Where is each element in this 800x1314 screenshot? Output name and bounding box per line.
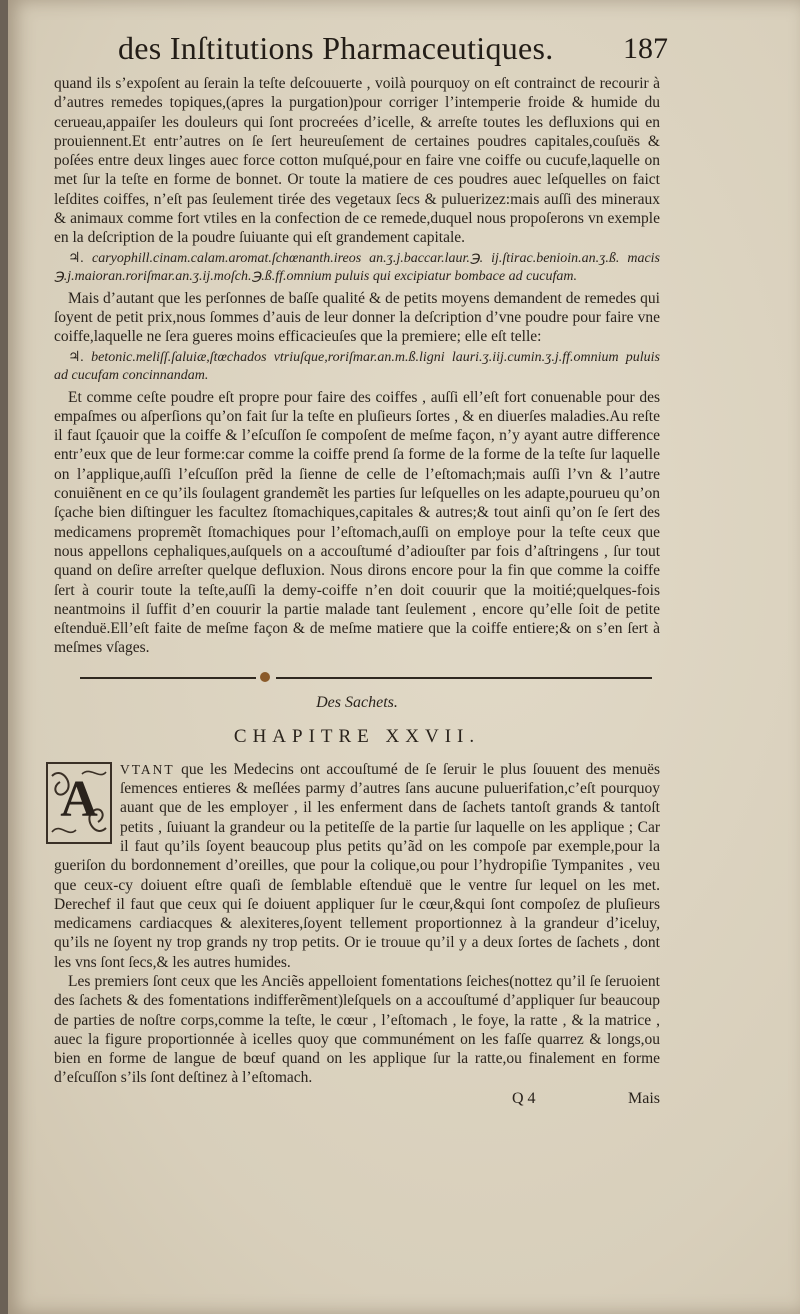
chapter-opening-word: VTANT [120, 761, 175, 777]
chapter-heading: CHAPITRE XXVII. [233, 725, 481, 747]
divider-rule-right [276, 677, 652, 679]
paragraph-2: Mais d’autant que les perſonnes de baſſe qualité & de petits moyens demandent de remedes qui ſoyent de petit prix,nous ſommes d’auis de leur donner la deſcription d’vne poudre pour faire vne coiffe,laquelle ne ſera gueres moins efficacieuſes que la premiere; elle eſt telle: [54, 289, 660, 346]
recipe-2: ♃. betonic.meliſſ.ſaluiæ,ſtœchados vtriuſque,roriſmar.an.m.ß.ligni lauri.ʒ.iij.cumin.ʒ.j.ff.omnium puluis ad cucufam concinnandam. [54, 349, 660, 384]
page-footer [54, 1090, 660, 1114]
paragraph-3: Et comme ceſte poudre eſt propre pour faire des coiffes , auſſi ell’eſt fort conuenable pour des empaſmes ou aſperſions qu’on fait ſur la teſte en pluſieurs ſortes , & en diuerſes maladies.Au reſte il faut ſçauoir que la coiffe & l’eſcuſſon ſe compoſent de meſme façon, n’y ayant autre difference entr’eux que de leur forme:car comme la coiffe prend ſa forme de la forme de la teſte ſur laquelle on l’applique,auſſi l’eſcuſſon prẽd la ſienne de celle de l’eſtomach;mais auſſi l’vn & l’autre conuiẽnent en ce qu’ils ſoulagent grandemẽt les parties ſur leſquelles on les adapte,pourueu qu’on ſçache bien diſtinguer les facultez ſtomachiques,capitales & autres;& tout ainſi qu’on ſe ſert des medicamens propremẽt ſtomachiques pour l’eſtomach,auſſi on employe pour la teſte ceux que nous appellons cephaliques,auſquels on a accouſtumé d’adiouſter par fois d’aſtringens , ſur tout quand on deſire arreſter quelque defluxion. Nous dirons encore pour la fin que comme la coiffe ſert à courir toute la teſte,auſſi la demy-coiffe n’en doit couurir que la moitié;quelques-fois neantmoins il ſuffit d’en couurir la partie malade tant ſeulement , encore qu’elle ſoit de petite eſtenduë.Ell’eſt faite de meſme façon & de meſme matiere que la coiffe entiere;& on s’en ſert à meſmes vſages. [54, 388, 660, 657]
dropcap-initial [46, 762, 112, 844]
chapter-paragraph-1 [54, 760, 660, 972]
recipe-1: ♃. caryophill.cinam.calam.aromat.ſchœnanth.ireos an.ʒ.j.baccar.laur.℈. ij.ſtirac.benioin.an.ʒ.ß. macis ℈.j.maioran.roriſmar.an.ʒ.ij.moſch.℈.ß.ff.omnium puluis qui excipiatur bombace ad cucufam. [54, 250, 660, 285]
paragraph-top: quand ils s’expoſent au ſerain la teſte deſcouuerte , voilà pourquoy on eſt contrainct de recourir à d’autres remedes topiques,(apres la purgation)pour corriger l’intemperie froide & humide du cerueau,appaiſer les douleurs qui ſont procreées d’icelle, & arreſte toutes les defluxions qui en prouiennent.Et entr’autres on ſe ſert heureuſement de certaines poudres capitales,couſuës & poſées entre deux linges auec force cotton muſqué,pour en faire vne coiffe ou cucufe,laquelle on met ſur la teſte en forme de bonnet. Or toute la matiere de ces poudres auec leſquelles on faict leſdites coiffes, n’eſt pas ſeulement tirée des vegetaux ſecs & puluerizez:mais auſſi des mineraux & animaux comme fort vtiles en la confection de ce remede,duquel nous propoſerons vn exemple en la deſcription de la poudre ſuiuante qui eſt grandement capitale. [54, 75, 660, 247]
page-number: 187 [623, 32, 668, 65]
chapter-paragraph-2: Les premiers ſont ceux que les Anciẽs appelloient fomentations ſeiches(nottez qu’il ſe ſeruoient des ſachets & des fomentations indifferẽment)leſquels on a accouſtumé d’appliquer ſur beaucoup de parties de noſtre corps,comme la teſte, le cœur , l’eſtomach , le foye, la ratte , & la matrice , auec la figure proportionnée à icelles quoy que communément on les faſſe quarrez & longs,ou bien en forme de langue de bœuf quand on les applique ſur la ratte,ou finalement en forme d’eſcuſſon s’ils ſont deſtinez à l’eſtomach. [54, 972, 660, 1087]
section-divider [54, 668, 660, 688]
divider-ornament [260, 672, 270, 682]
dropcap-letter: A [60, 770, 98, 828]
book-page [8, 0, 800, 1314]
chapter-paragraph-1-text: que les Medecins ont accouſtumé de ſe ſeruir le plus ſouuent des menuës ſemences entieres & meſlées parmy d’autres ſans aucune puluerifation,c’eſt pourquoy auant que de les employer , il les enferment dans de ſachets tantoſt grands & tantoſt petits , ſuiuant la grandeur ou la petiteſſe de la partie ſur laquelle on les applique ; Car il faut qu’ils ſoyent beaucoup plus petits qu’ãd on les compoſe par exemple,pour la gueriſon du bordonnement d’oreilles, que pour la colique,ou pour l’hydropiſie Tympanites , veu que ceux-cy doiuent eſtre quaſi de ſemblable eſtenduë que le ventre ſur lequel on les met. Derechef il faut que ceux qui ſe doiuent appliquer ſur le cœur,&qui ſont compoſez de pluſieurs medicamens cardiacques & alexiteres,ſoyent tellement proportionnez à la grandeur d’iceluy, qu’ils ne ſoyent ny trop grands ny trop petits. Or ie trouue qu’il y a deux ſortes de ſachets , dont les vns ſont ſecs,& les autres humides. [54, 760, 660, 971]
signature-mark: Q 4 [512, 1089, 536, 1107]
page-header [54, 30, 668, 74]
catchword: Mais [628, 1089, 660, 1107]
section-title: Des Sachets. [316, 693, 398, 711]
running-head: des Inſtitutions Pharmaceutiques. [118, 30, 554, 66]
chapter-body [54, 760, 660, 1088]
text-block [54, 30, 668, 1114]
divider-rule-left [80, 677, 256, 679]
